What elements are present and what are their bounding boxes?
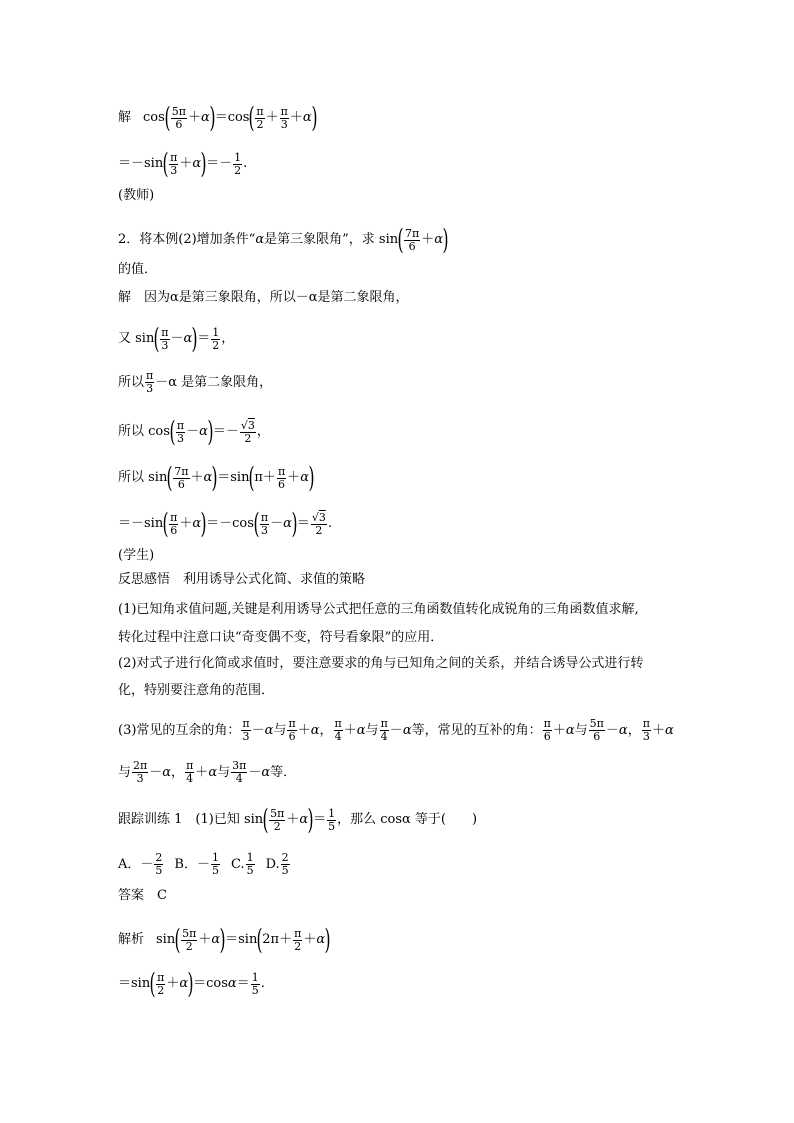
problem-2-line: 2．将本例(2)增加条件“ α 是第三象限角”，求 sin ( 7π 6 ＋ α ) xyxy=(118,223,449,256)
solution-2-line-1: 解 因为α是第三象限角，所以－α是第二象限角， xyxy=(118,290,409,305)
reflection-heading: 反思感悟 利用诱导公式化简、求值的策略 xyxy=(118,572,366,587)
analysis-line-2: ＝sin ( π 2 ＋ α ) ＝cos α ＝ 1 5 . xyxy=(118,967,265,1000)
analysis-line-1: 解析 sin ( 5π 2 ＋ α ) ＝sin ( 2π＋ π 2 ＋ α ) xyxy=(118,923,331,956)
solution-line-2: ＝－sin ( π 3 ＋ α ) ＝－ 1 2 . xyxy=(118,147,248,180)
solution-2-line-6: ＝－sin ( π 6 ＋ α ) ＝－cos ( π 3 － α ) ＝ √3 2 . xyxy=(118,507,332,540)
option-d: D. 2 5 xyxy=(265,851,289,877)
strategy-1-line-2: 转化过程中注意口诀“奇变偶不变，符号看象限”的应用． xyxy=(118,630,444,645)
exercise-1-options xyxy=(118,852,301,877)
solution-2-line-2: 又 sin ( π 3 － α ) ＝ 1 2 ， xyxy=(118,322,235,355)
option-c: C. 1 5 xyxy=(230,851,254,877)
solution-label: 解 xyxy=(118,110,132,125)
analysis-label: 解析 xyxy=(118,932,145,947)
answer-line: 答案 C xyxy=(118,888,167,903)
strategy-2-line-2: 化，特别要注意角的范围． xyxy=(118,683,275,698)
strategy-3-line-2: 与 2π 3 － α ， π 4 ＋ α 与 3π 4 － α 等． xyxy=(118,759,297,785)
solution-2-line-4: 所以 cos ( π 3 － α ) ＝－ √3 2 ， xyxy=(118,415,270,448)
teacher-tag: (教师) xyxy=(118,188,155,203)
option-b: B．－ 1 5 xyxy=(174,851,219,877)
student-tag: (学生) xyxy=(118,548,155,563)
solution-2-line-5: 所以 sin ( 7π 6 ＋ α ) ＝sin ( π＋ π 6 ＋ α ) xyxy=(118,461,315,494)
strategy-2-line-1: (2)对式子进行化简或求值时，要注意要求的角与已知角之间的关系，并结合诱导公式进行转 xyxy=(118,656,644,671)
strategy-1-line-1: (1)已知角求值问题,关键是利用诱导公式把任意的三角函数值转化成锐角的三角函数值求解, xyxy=(118,602,639,617)
solution-2-line-3: 所以 π 3 －α 是第二象限角， xyxy=(118,369,273,395)
option-a: A．－ 2 5 xyxy=(118,851,163,877)
solution-line-1: 解 cos ( 5π 6 ＋ α ) ＝cos ( π 2 ＋ π 3 ＋ α ) xyxy=(118,101,318,134)
exercise-1-line: 跟踪训练 1 (1)已知 sin ( 5π 2 ＋ α ) ＝ 1 5 ，那么 cosα 等于( ) xyxy=(118,803,478,836)
problem-2-end: 的值． xyxy=(118,262,158,277)
strategy-3-line-1: (3)常见的互余的角： π 3 － α 与 π 6 ＋ α ， π 4 ＋ α 与 π 4 － α 等，常见的互补的角： π 6 ＋ α 与 5π 6 － α ， π 3 ＋ α xyxy=(118,717,674,743)
